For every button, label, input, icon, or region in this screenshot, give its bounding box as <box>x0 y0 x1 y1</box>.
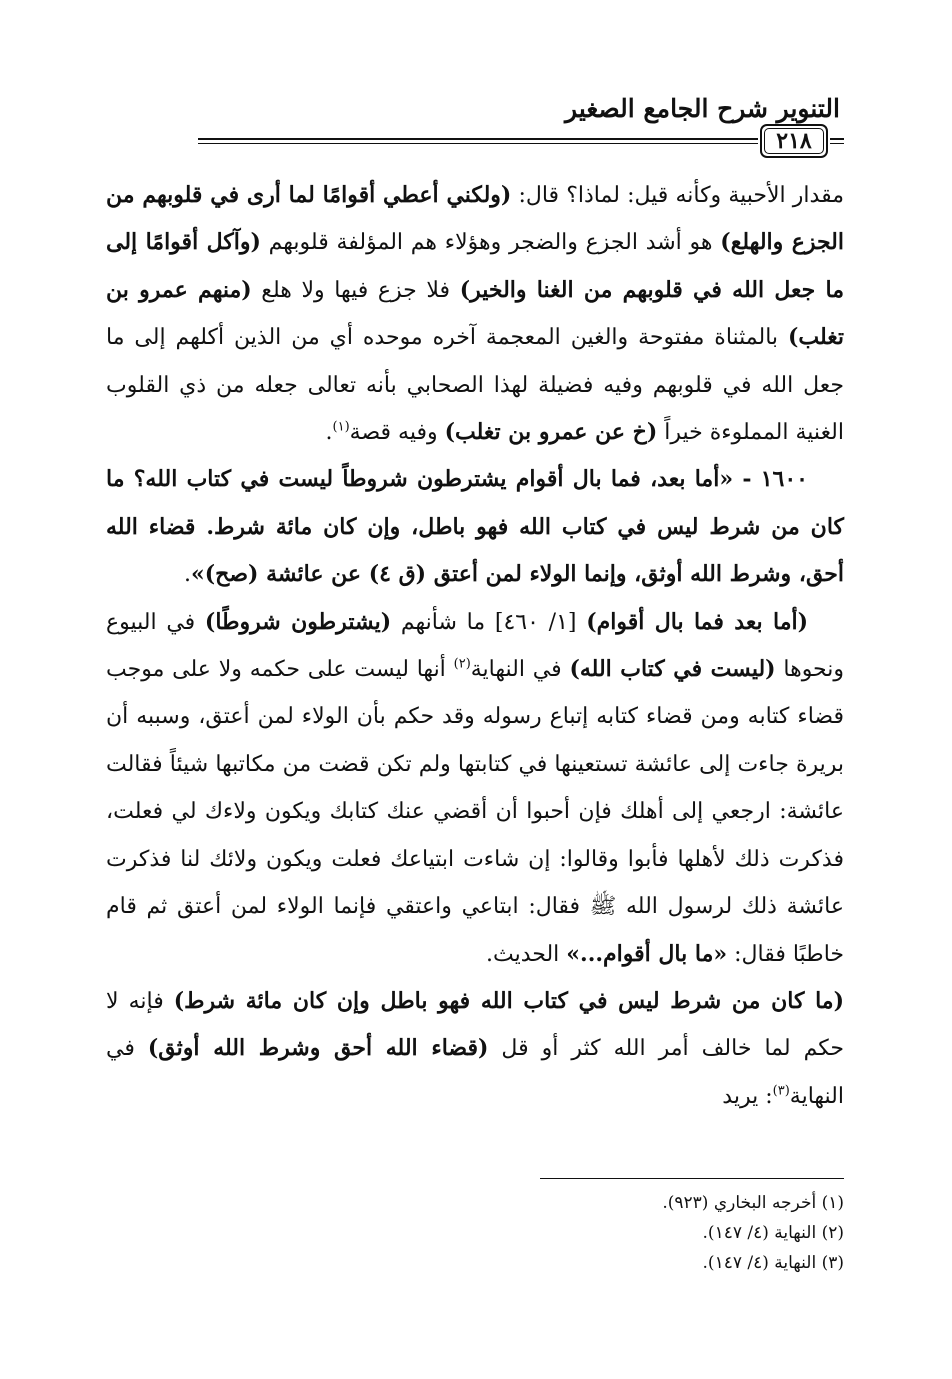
hadith-text: «أما بعد، فما بال أقوام يشترطون شروطاً ليست في كتاب الله؟ ما كان من شرط ليس في كتاب الله فهو باطل، وإن كان مائة شرط. قضاء الله أحق، وشرط الله أوثق، وإنما الولاء لمن أعتق (ق ٤) عن عائشة (صح)» <box>106 466 844 588</box>
text-run: . <box>184 562 192 588</box>
paragraph-commentary-2 <box>106 599 844 978</box>
quoted-hadith-text: (ما كان من شرط ليس في كتاب الله فهو باطل وإن كان مائة شرط) <box>173 987 845 1014</box>
quoted-hadith-text: (قضاء الله أحق وشرط الله أوثق) <box>147 1035 489 1062</box>
text-run: : يريد <box>722 1083 773 1109</box>
footnote-marker: (٢) <box>453 656 471 672</box>
main-text <box>106 172 844 1120</box>
page-number: ٢١٨ <box>760 124 828 158</box>
text-run: فإنه لا حكم لما خالف أمر الله كثر أو قل <box>106 988 844 1062</box>
footnote-marker: (٣) <box>772 1083 790 1099</box>
header-rule <box>198 138 758 144</box>
text-run: أنها ليست على حكمه ولا على موجب قضاء كتابه ومن قضاء كتابه إتباع رسوله وقد حكم بأن الولاء لمن أعتق، وسببه أن بريرة جاءت إلى عائشة تستعينها في كتابتها ولم تكن قضت من مكاتبها شيئاً فقالت عائشة: ارجعي إلى أهلك فإن أحبوا أن أقضي عنك كتابك ويكون ولاءك لي فعلت، فذكرت ذلك لأهلها فأبوا وقالوا: إن شاءت ابتياعك فعلت ويكون ولائك لنا فذكرت عائشة ذلك لرسول الله ﷺ فقال: ابتاعي واعتقي فإنما الولاء لمن أعتق ثم قام خاطبًا فقال: <box>106 657 844 967</box>
footnote-marker: (١) <box>332 419 350 435</box>
text-run: - <box>733 466 761 493</box>
footnote-1: (١) أخرجه البخاري (٩٢٣). <box>662 1193 844 1213</box>
text-run: الحديث. <box>486 941 567 967</box>
quoted-hadith-text: (يشترطون شروطًا) <box>204 608 392 635</box>
text-run: بالمثناة مفتوحة والغين المعجمة آخره موحده أي من الذين أكلهم إلى ما جعل الله في قلوبهم وفيه فضيلة لهذا الصحابي بأنه تعالى جعله من ذي القلوب الغنية المملوءة خيراً <box>106 325 844 446</box>
source-citation: (خ عن عمرو بن تغلب) <box>444 419 658 446</box>
paragraph-commentary-3 <box>106 978 844 1120</box>
footnote-2: (٢) النهاية (٤/ ١٤٧). <box>702 1223 844 1243</box>
quoted-hadith-text: (أما بعد فما بال أقوام) <box>586 608 809 635</box>
text-run: في النهاية <box>470 657 570 683</box>
paragraph-hadith-1600 <box>106 456 844 598</box>
quoted-hadith-text: (ليست في كتاب الله) <box>569 656 776 683</box>
text-run: وفيه قصة <box>349 420 445 446</box>
text-run: هو أشد الجزع والضجر وهؤلاء هم المؤلفة قلوبهم <box>260 230 721 256</box>
paragraph-commentary-1 <box>106 172 844 456</box>
footnotes <box>344 1188 844 1278</box>
footnote-3: (٣) النهاية (٤/ ١٤٧). <box>702 1253 844 1273</box>
hadith-number: ١٦٠٠ <box>760 466 808 493</box>
header-rule-end <box>830 138 844 144</box>
text-run: مقدار الأحبية وكأنه قيل: لماذا؟ قال: <box>511 183 844 208</box>
quoted-hadith-text: «ما بال أقوام...» <box>566 940 728 967</box>
text-run: [١/ ٤٦٠] ما شأنهم <box>391 609 587 635</box>
running-title: التنوير شرح الجامع الصغير <box>565 94 840 123</box>
text-run: فلا جزع فيها ولا هلع <box>251 277 460 303</box>
text-run: في البيوع ونحوها <box>106 609 845 683</box>
quoted-hadith-text: (منهم عمرو بن تغلب) <box>106 276 844 351</box>
footnote-separator <box>540 1178 844 1179</box>
text-run: . <box>325 420 333 446</box>
quoted-hadith-text: (ولكني أعطي أقوامًا لما أرى في قلوبهم من الجزع والهلع) <box>106 182 844 256</box>
quoted-hadith-text: (وآكل أقوامًا إلى ما جعل الله في قلوبهم من الغنا والخير) <box>106 229 845 303</box>
text-run: في النهاية <box>106 1036 844 1109</box>
